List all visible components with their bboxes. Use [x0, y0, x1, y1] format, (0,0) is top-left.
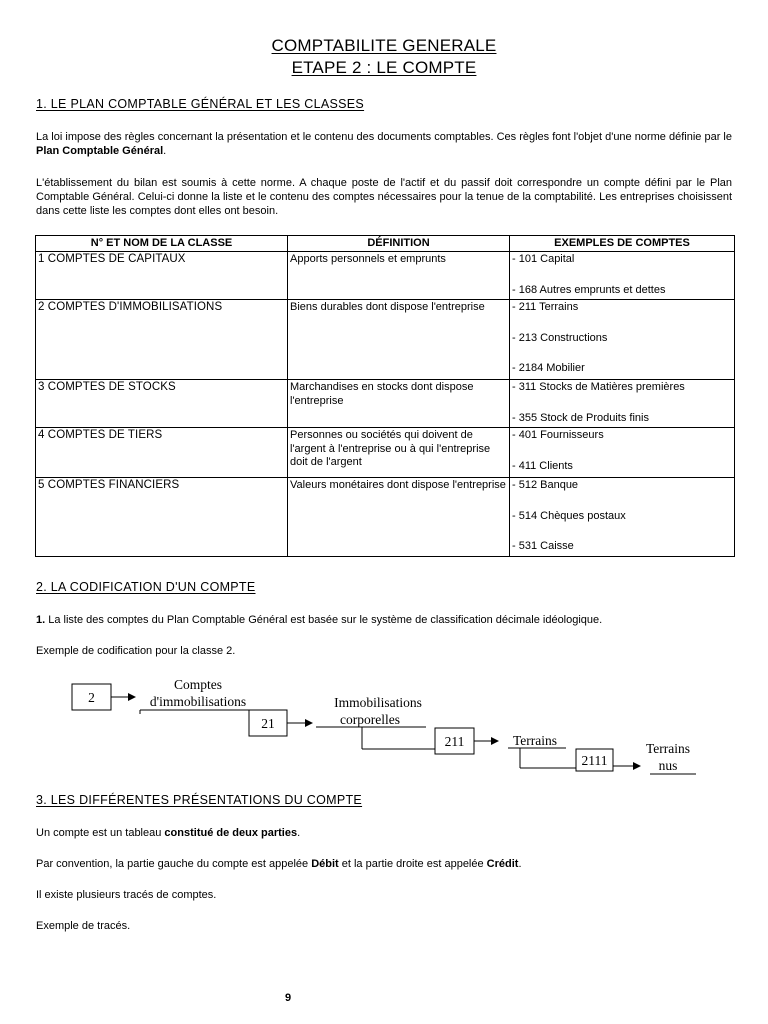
row-classe: 2 COMPTES D'IMMOBILISATIONS	[36, 300, 288, 380]
row-definition: Personnes ou sociétés qui doivent de l'argent à l'entreprise ou à qui l'entreprise doit de l'argent	[288, 428, 510, 478]
table-row	[36, 428, 735, 478]
exemple-item: - 101 Capital	[512, 253, 575, 265]
exemple-item: - 531 Caisse	[512, 540, 574, 552]
section3-heading: 3. LES DIFFÉRENTES PRÉSENTATIONS DU COMPTE	[36, 793, 363, 807]
table-row	[36, 380, 735, 428]
exemple-item: - 355 Stock de Produits finis	[512, 411, 649, 424]
section3-paragraph-1	[36, 826, 732, 840]
code-2111-text: 2111	[581, 753, 608, 768]
label-terrains-nus-2: nus	[658, 758, 678, 773]
exemple-item: - 401 Fournisseurs	[512, 429, 604, 441]
code-211-text: 211	[444, 734, 465, 749]
label-terrains-nus-1: Terrains	[645, 741, 691, 756]
section3-p2-mid: et la partie droite est appelée	[338, 858, 487, 870]
row-definition: Apports personnels et emprunts	[288, 252, 510, 300]
section3-p2-end: .	[518, 858, 522, 870]
section1-heading: 1. LE PLAN COMPTABLE GÉNÉRAL ET LES CLASSES	[36, 97, 365, 111]
row-definition: Marchandises en stocks dont dispose l'entreprise	[288, 380, 510, 428]
exemple-item: - 411 Clients	[512, 459, 573, 472]
table-row	[36, 478, 735, 557]
row-exemples	[510, 252, 735, 300]
label-terrains: Terrains	[512, 733, 558, 748]
row-definition: Biens durables dont dispose l'entreprise	[288, 300, 510, 380]
title-line-1: COMPTABILITE GENERALE	[271, 36, 497, 55]
code-21-text: 21	[261, 716, 275, 731]
row-definition: Valeurs monétaires dont dispose l'entreprise	[288, 478, 510, 557]
label-immobilisations: d'immobilisations	[149, 694, 247, 709]
section1-paragraph-2: L'établissement du bilan est soumis à cette norme. A chaque poste de l'actif et du passif doit correspondre un compte défini par le Plan Comptable Général. Celui-ci donne la liste et le contenu des comptes nécessaires pour la tenue de la comptabilité. Les entreprises choisissent dans cette liste les comptes dont elles ont besoin.	[36, 177, 732, 217]
row-exemples	[510, 380, 735, 428]
classes-table	[35, 235, 735, 557]
section2-p1-bold: 1.	[36, 614, 46, 626]
section1-p1-end: .	[163, 145, 167, 157]
table-row	[36, 252, 735, 300]
table-header-row	[36, 236, 735, 252]
header-definition: DÉFINITION	[288, 236, 510, 252]
page-subtitle	[0, 58, 768, 78]
section1-p1-bold: Plan Comptable Général	[36, 145, 164, 157]
section3-p2-credit: Crédit	[486, 858, 519, 870]
section2-heading: 2. LA CODIFICATION D'UN COMPTE	[36, 580, 256, 594]
section3-paragraph-2	[36, 857, 732, 871]
label-immobilisations-corporelles-1: Immobilisations	[334, 695, 422, 710]
row-classe: 1 COMPTES DE CAPITAUX	[36, 252, 288, 300]
table-row	[36, 300, 735, 380]
row-classe: 4 COMPTES DE TIERS	[36, 428, 288, 478]
exemple-item: - 512 Banque	[512, 479, 579, 491]
section3-p2-text: Par convention, la partie gauche du compte est appelée	[36, 858, 312, 870]
title-line-2: ETAPE 2 : LE COMPTE	[291, 58, 477, 77]
section3-paragraph-3: Il existe plusieurs tracés de comptes.	[36, 889, 217, 901]
label-immobilisations-corporelles-2: corporelles	[340, 712, 400, 727]
header-classe: N° ET NOM DE LA CLASSE	[36, 236, 288, 252]
section3-paragraph-4: Exemple de tracés.	[36, 920, 131, 932]
exemple-item: - 168 Autres emprunts et dettes	[512, 283, 666, 296]
exemple-item: - 211 Terrains	[512, 301, 579, 313]
section1-paragraph-1	[36, 130, 732, 158]
row-exemples	[510, 300, 735, 380]
section3-p1-text: Un compte est un tableau	[36, 827, 165, 839]
section3-p1-end: .	[297, 827, 301, 839]
section1-p1-text: La loi impose des règles concernant la présentation et le contenu des documents comptables. Ces règles font l'objet d'une norme définie par le	[36, 131, 732, 143]
page-title	[0, 36, 768, 56]
section2-paragraph-1	[36, 613, 732, 627]
section3-p2-debit: Débit	[311, 858, 339, 870]
page-number: 9	[284, 992, 292, 1004]
exemple-item: - 514 Chèques postaux	[512, 509, 626, 522]
header-exemples: EXEMPLES DE COMPTES	[510, 236, 735, 252]
section2-p1-text: La liste des comptes du Plan Comptable Général est basée sur le système de classification décimale idéologique.	[45, 614, 603, 626]
section2-paragraph-2: Exemple de codification pour la classe 2.	[36, 645, 236, 657]
row-exemples	[510, 478, 735, 557]
section3-p1-bold: constitué de deux parties	[164, 827, 298, 839]
exemple-item: - 213 Constructions	[512, 331, 608, 344]
row-classe: 3 COMPTES DE STOCKS	[36, 380, 288, 428]
exemple-item: - 311 Stocks de Matières premières	[512, 381, 685, 393]
row-classe: 5 COMPTES FINANCIERS	[36, 478, 288, 557]
code-2-text: 2	[88, 690, 95, 705]
label-comptes: Comptes	[173, 677, 223, 692]
row-exemples	[510, 428, 735, 478]
codification-diagram	[0, 670, 768, 780]
exemple-item: - 2184 Mobilier	[512, 362, 585, 374]
